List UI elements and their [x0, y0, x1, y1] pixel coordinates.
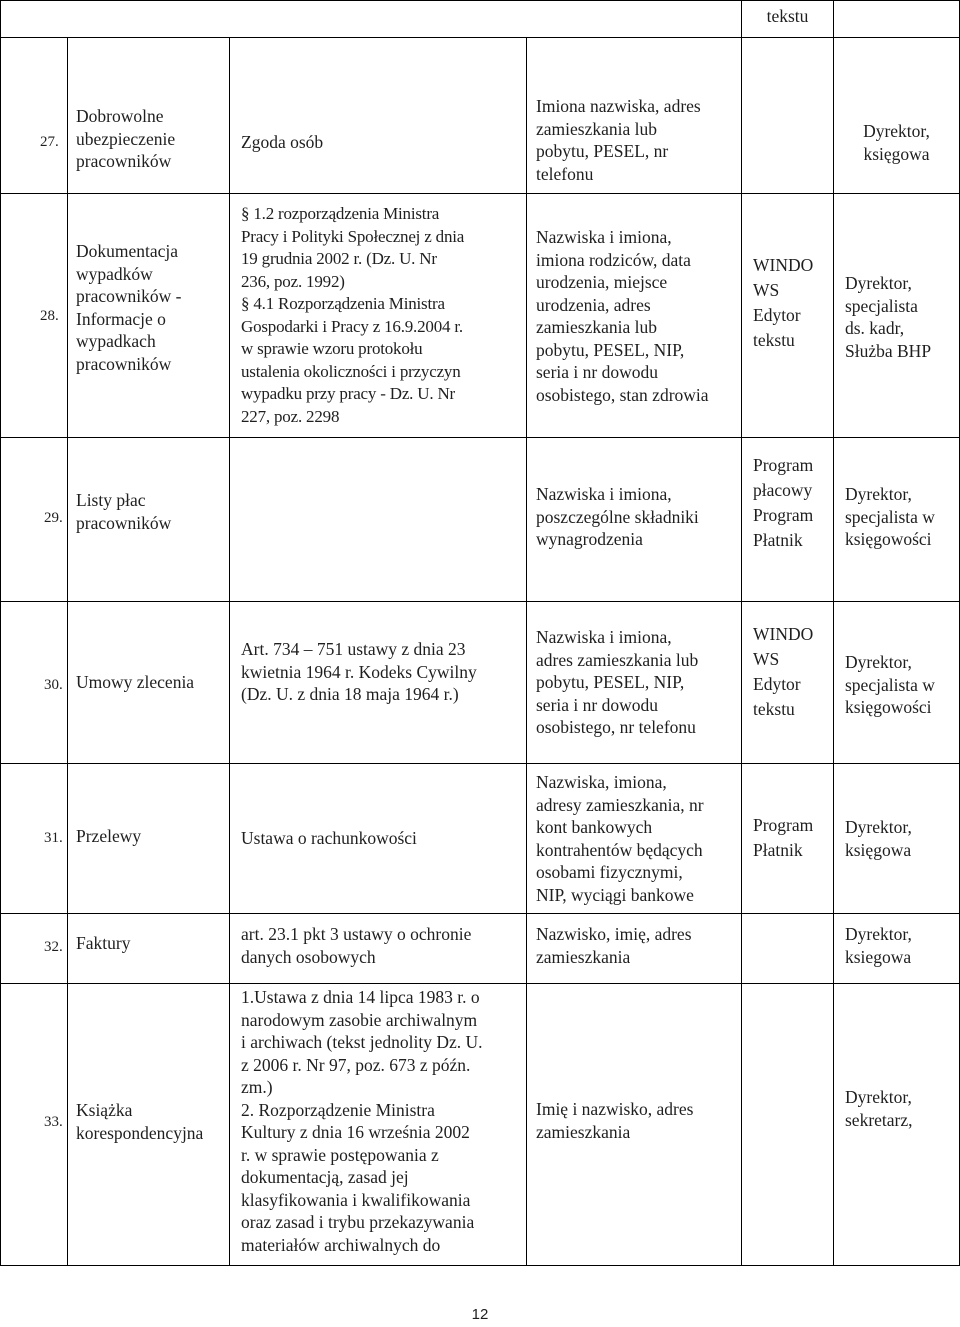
cell-line: 2. Rozporządzenie Ministra — [241, 1099, 435, 1120]
cell-line: Służba BHP — [845, 340, 932, 361]
cell-line: § 4.1 Rozporządzenia Ministra — [241, 294, 445, 313]
table-rule — [741, 0, 742, 1266]
legal-basis — [241, 923, 471, 968]
cell-line: WINDO — [753, 255, 814, 275]
cell-line: r. w sprawie postępowania z — [241, 1144, 439, 1165]
processing-system — [753, 813, 813, 863]
cell-line: pobytu, PESEL, nr — [536, 141, 669, 161]
cell-line: ubezpieczenie — [76, 128, 176, 149]
legal-basis — [241, 638, 477, 706]
cell-line: Nazwiska i imiona, — [536, 627, 672, 647]
cell-line: Pracy i Polityki Społecznej z dnia — [241, 226, 465, 246]
table-rule — [67, 37, 68, 1266]
cell-line: w sprawie wzoru protokołu — [241, 339, 423, 358]
record-name — [76, 105, 175, 173]
record-name — [76, 825, 141, 848]
table-rule — [0, 913, 960, 914]
cell-line: Dyrektor, — [845, 924, 912, 944]
cell-line: Gospodarki i Pracy z 16.9.2004 r. — [241, 316, 463, 336]
cell-line: osobistego, nr telefonu — [536, 717, 696, 737]
record-name — [76, 671, 194, 694]
cell-line: specjalista — [845, 295, 918, 316]
cell-line: Dyrektor, — [863, 121, 930, 141]
cell-line: 28. — [40, 308, 59, 324]
cell-line: 33. — [44, 1114, 63, 1130]
cell-line: seria i nr dowodu — [536, 362, 658, 382]
table-rule — [0, 1265, 960, 1266]
cell-line: księgowa — [845, 839, 912, 860]
responsible-person — [834, 120, 959, 165]
cell-line: wypadków — [76, 263, 153, 284]
table-rule — [0, 983, 960, 984]
cell-line: materiałów archiwalnych do — [241, 1234, 441, 1255]
cell-line: płacowy — [753, 480, 813, 500]
cell-line: Dyrektor, — [845, 484, 912, 504]
table-rule — [0, 763, 960, 764]
cell-line: księgowa — [863, 143, 930, 164]
cell-line: z 2006 r. Nr 97, poz. 673 z późn. — [241, 1054, 471, 1075]
cell-line: Kultury z dnia 16 września 2002 — [241, 1122, 470, 1142]
cell-line: Książka — [76, 1100, 133, 1120]
responsible-person — [845, 483, 935, 551]
cell-line: tekstu — [753, 330, 795, 350]
cell-line: 1.Ustawa z dnia 14 lipca 1983 r. o — [241, 987, 480, 1007]
cell-line: zamieszkania lub — [536, 118, 657, 139]
cell-line: księgowości — [845, 529, 932, 549]
cell-line: osobami fizycznymi, — [536, 862, 683, 882]
cell-line: narodowym zasobie archiwalnym — [241, 1009, 478, 1030]
processing-system — [753, 253, 813, 353]
cell-line: wypadkach — [76, 331, 156, 351]
processing-system — [753, 622, 813, 722]
responsible-person — [845, 651, 935, 719]
cell-line: danych osobowych — [241, 946, 376, 967]
data-scope — [536, 771, 704, 906]
table-rule — [526, 37, 527, 1266]
cell-line: pracowników - — [76, 286, 182, 306]
data-scope — [536, 1098, 693, 1143]
cell-line: § 1.2 rozporządzenia Ministra — [241, 204, 440, 223]
cell-line: kont bankowych — [536, 817, 653, 837]
cell-line: ustalenia okoliczności i przyczyn — [241, 361, 461, 381]
table-rule — [0, 0, 1, 1266]
cell-line: Przelewy — [76, 826, 142, 846]
row-number — [44, 936, 63, 959]
cell-line: 236, poz. 1992) — [241, 271, 345, 291]
page-number: 12 — [471, 1306, 489, 1323]
cell-line: Program — [753, 455, 814, 475]
cell-line: ds. kadr, — [845, 318, 905, 338]
cell-line: (Dz. U. z dnia 18 maja 1964 r.) — [241, 684, 459, 704]
legal-basis — [241, 827, 417, 850]
cell-line: kontrahentów będących — [536, 839, 703, 860]
cell-line: wypadku przy pracy - Dz. U. Nr — [241, 384, 455, 403]
cell-line: WS — [753, 280, 780, 300]
row-number — [40, 305, 59, 328]
cell-line: art. 23.1 pkt 3 ustawy o ochronie — [241, 924, 472, 944]
cell-line: tekstu — [766, 6, 809, 26]
data-scope — [536, 483, 699, 551]
cell-line: urodzenia, miejsce — [536, 272, 668, 292]
cell-line: Zgoda osób — [241, 132, 324, 152]
cell-line: Faktury — [76, 933, 131, 953]
legal-basis — [241, 986, 483, 1256]
cell-line: 27. — [40, 134, 59, 150]
cell-line: Dobrowolne — [76, 106, 164, 126]
cell-line: Nazwisko, imię, adres — [536, 924, 692, 944]
cell-line: Program — [753, 815, 814, 835]
cell-line: Nazwiska i imiona, — [536, 227, 672, 247]
cell-line: pracowników — [76, 512, 172, 533]
cell-line: 30. — [44, 677, 63, 693]
data-scope — [536, 226, 709, 406]
cell-line: WINDO — [753, 624, 814, 644]
cell-line: zm.) — [241, 1077, 273, 1097]
cell-line: Program — [753, 505, 814, 525]
cell-line: Dyrektor, — [845, 273, 912, 293]
table-rule — [229, 37, 230, 1266]
processing-system — [753, 453, 813, 553]
cell-line: Dyrektor, — [845, 817, 912, 837]
cell-line: oraz zasad i trybu przekazywania — [241, 1212, 475, 1232]
data-scope — [536, 923, 692, 968]
record-name — [76, 489, 171, 534]
cell-line: sekretarz, — [845, 1109, 913, 1130]
legal-basis — [241, 203, 464, 428]
data-scope — [536, 95, 701, 185]
cell-line: Edytor — [753, 674, 801, 694]
cell-line: Edytor — [753, 305, 801, 325]
cell-line: Imię i nazwisko, adres — [536, 1099, 694, 1119]
cell-line: pracowników — [76, 353, 172, 374]
table-rule — [0, 437, 960, 438]
cell-line: Nazwiska, imiona, — [536, 772, 667, 792]
cell-line: 29. — [44, 510, 63, 526]
cell-line: Art. 734 – 751 ustawy z dnia 23 — [241, 639, 466, 659]
responsible-person — [845, 1086, 913, 1131]
cell-line: zamieszkania lub — [536, 317, 657, 337]
cell-line: adresy zamieszkania, nr — [536, 794, 704, 815]
row-number — [44, 674, 63, 697]
cell-line: wynagrodzenia — [536, 529, 643, 549]
cell-line: telefonu — [536, 163, 594, 184]
cell-line: pobytu, PESEL, NIP, — [536, 339, 685, 360]
table-rule — [0, 601, 960, 602]
row-number — [44, 827, 63, 850]
cell-line: Listy płac — [76, 490, 146, 510]
cell-line: seria i nr dowodu — [536, 694, 658, 715]
legal-basis — [241, 131, 323, 154]
row-number — [40, 131, 59, 154]
responsible-person — [845, 272, 931, 362]
row-number — [44, 507, 63, 530]
cell-line: adres zamieszkania lub — [536, 649, 699, 670]
cell-line: 32. — [44, 939, 63, 955]
cell-line: tekstu — [753, 699, 795, 719]
cell-line: Dyrektor, — [845, 1087, 912, 1107]
record-name — [76, 1099, 203, 1144]
record-name — [76, 932, 130, 955]
cell-line: specjalista w — [845, 506, 935, 527]
data-scope — [536, 626, 698, 739]
cell-line: WS — [753, 649, 780, 669]
cell-line: 31. — [44, 830, 63, 846]
table-rule — [0, 193, 960, 194]
table-rule — [833, 0, 834, 1266]
cell-line: Imiona nazwiska, adres — [536, 96, 701, 116]
responsible-person — [845, 816, 912, 861]
cell-line: Umowy zlecenia — [76, 672, 195, 692]
cell-line: Dokumentacja — [76, 241, 179, 261]
cell-line: klasyfikowania i kwalifikowania — [241, 1189, 471, 1210]
cell-line: korespondencyjna — [76, 1122, 204, 1143]
cell-line: NIP, wyciągi bankowe — [536, 884, 694, 905]
cell-line: urodzenia, adres — [536, 294, 651, 315]
cell-line: i archiwach (tekst jednolity Dz. U. — [241, 1032, 483, 1052]
cell-line: osobistego, stan zdrowia — [536, 384, 709, 405]
table-rule — [0, 37, 960, 38]
cell-line: dokumentacją, zasad jej — [241, 1167, 409, 1187]
cell-line: specjalista w — [845, 674, 935, 695]
table-rule — [0, 0, 960, 1]
record-name — [76, 240, 181, 375]
cell-line: Płatnik — [753, 530, 803, 550]
cell-line: Płatnik — [753, 840, 803, 860]
cell-line: kwietnia 1964 r. Kodeks Cywilny — [241, 661, 477, 682]
cell-line: Dyrektor, — [845, 652, 912, 672]
top-fragment-cell — [742, 5, 833, 28]
cell-line: Nazwiska i imiona, — [536, 484, 672, 504]
cell-line: Informacje o — [76, 308, 166, 329]
cell-line: poszczególne składniki — [536, 506, 699, 527]
cell-line: imiona rodziców, data — [536, 249, 691, 270]
cell-line: Ustawa o rachunkowości — [241, 828, 417, 848]
cell-line: 19 grudnia 2002 r. (Dz. U. Nr — [241, 249, 437, 268]
cell-line: zamieszkania — [536, 946, 631, 967]
responsible-person — [845, 923, 912, 968]
row-number — [44, 1111, 63, 1134]
cell-line: zamieszkania — [536, 1121, 631, 1142]
cell-line: pobytu, PESEL, NIP, — [536, 672, 685, 692]
cell-line: ksiegowa — [845, 946, 912, 967]
cell-line: 227, poz. 2298 — [241, 406, 340, 426]
cell-line: pracowników — [76, 151, 172, 171]
cell-line: księgowości — [845, 697, 932, 717]
